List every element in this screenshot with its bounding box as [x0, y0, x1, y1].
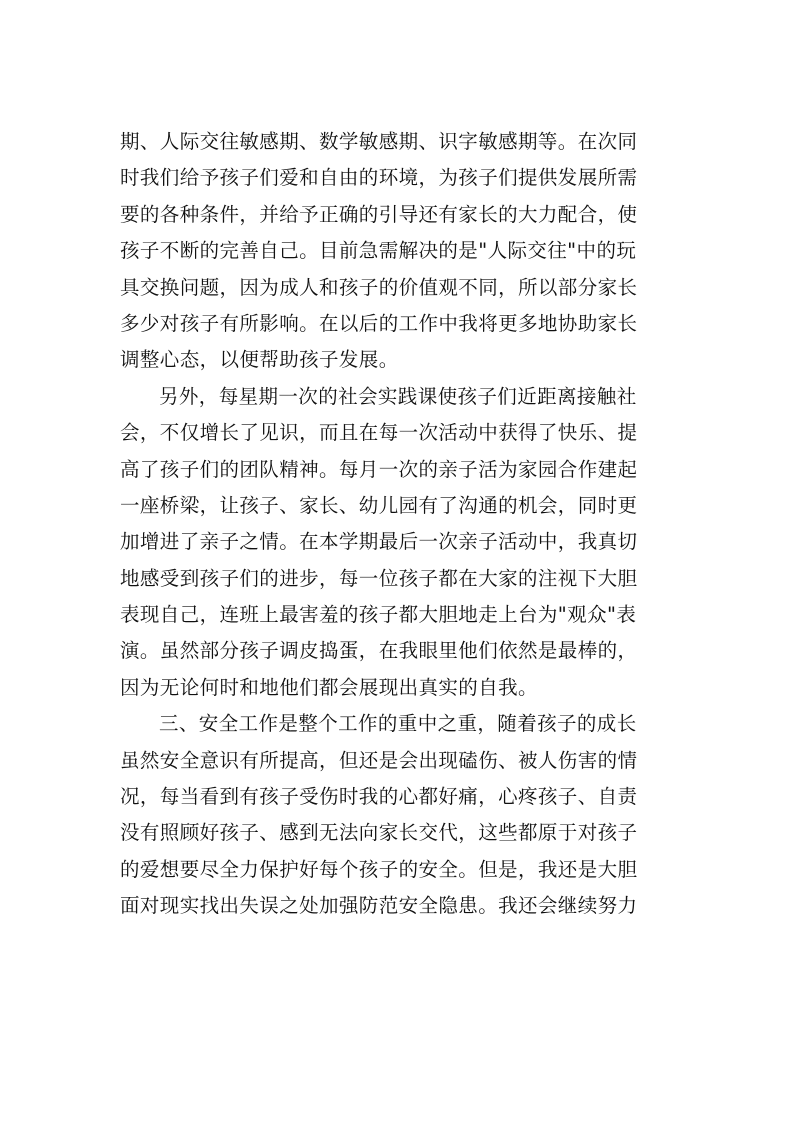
text-line: 高了孩子们的团队精神。每月一次的亲子活为家园合作建起 [120, 457, 638, 481]
text-line: 没有照顾好孩子、感到无法向家长交代，这些都原于对孩子 [120, 821, 638, 845]
text-line: 会，不仅增长了见识，而且在每一次活动中获得了快乐、提 [120, 421, 638, 445]
text-line: 表现自己，连班上最害羞的孩子都大胆地走上台为"观众"表 [120, 603, 637, 627]
text-line: 孩子不断的完善自己。目前急需解决的是"人际交往"中的玩 [120, 239, 637, 263]
text-line: 的爱想要尽全力保护好每个孩子的安全。但是，我还是大胆 [120, 857, 638, 881]
text-line: 演。虽然部分孩子调皮捣蛋，在我眼里他们依然是最棒的， [120, 639, 638, 663]
text-line: 调整心态，以便帮助孩子发展。 [120, 348, 399, 372]
text-line: 要的各种条件，并给予正确的引导还有家长的大力配合，使 [120, 202, 638, 226]
text-line: 一座桥梁，让孩子、家长、幼儿园有了沟通的机会，同时更 [120, 493, 638, 517]
text-line: 地感受到孩子们的进步，每一位孩子都在大家的注视下大胆 [120, 566, 638, 590]
text-line: 况，每当看到有孩子受伤时我的心都好痛，心疼孩子、自责 [120, 785, 638, 809]
text-line: 时我们给予孩子们爱和自由的环境，为孩子们提供发展所需 [120, 166, 638, 190]
text-line: 具交换问题，因为成人和孩子的价值观不同，所以部分家长 [120, 275, 638, 299]
text-line: 多少对孩子有所影响。在以后的工作中我将更多地协助家长 [120, 311, 638, 335]
text-line: 面对现实找出失误之处加强防范安全隐患。我还会继续努力 [120, 894, 638, 918]
paragraph-start-line: 三、安全工作是整个工作的重中之重，随着孩子的成长 [159, 712, 637, 736]
paragraph-start-line: 另外，每星期一次的社会实践课使孩子们近距离接触社 [159, 384, 637, 408]
text-line: 期、人际交往敏感期、数学敏感期、识字敏感期等。在次同 [120, 130, 638, 153]
text-line: 因为无论何时和地他们都会展现出真实的自我。 [120, 675, 538, 699]
body-text [120, 124, 680, 925]
text-line: 虽然安全意识有所提高，但还是会出现磕伤、被人伤害的情 [120, 748, 638, 772]
text-line: 加增进了亲子之情。在本学期最后一次亲子活动中，我真切 [120, 530, 638, 554]
